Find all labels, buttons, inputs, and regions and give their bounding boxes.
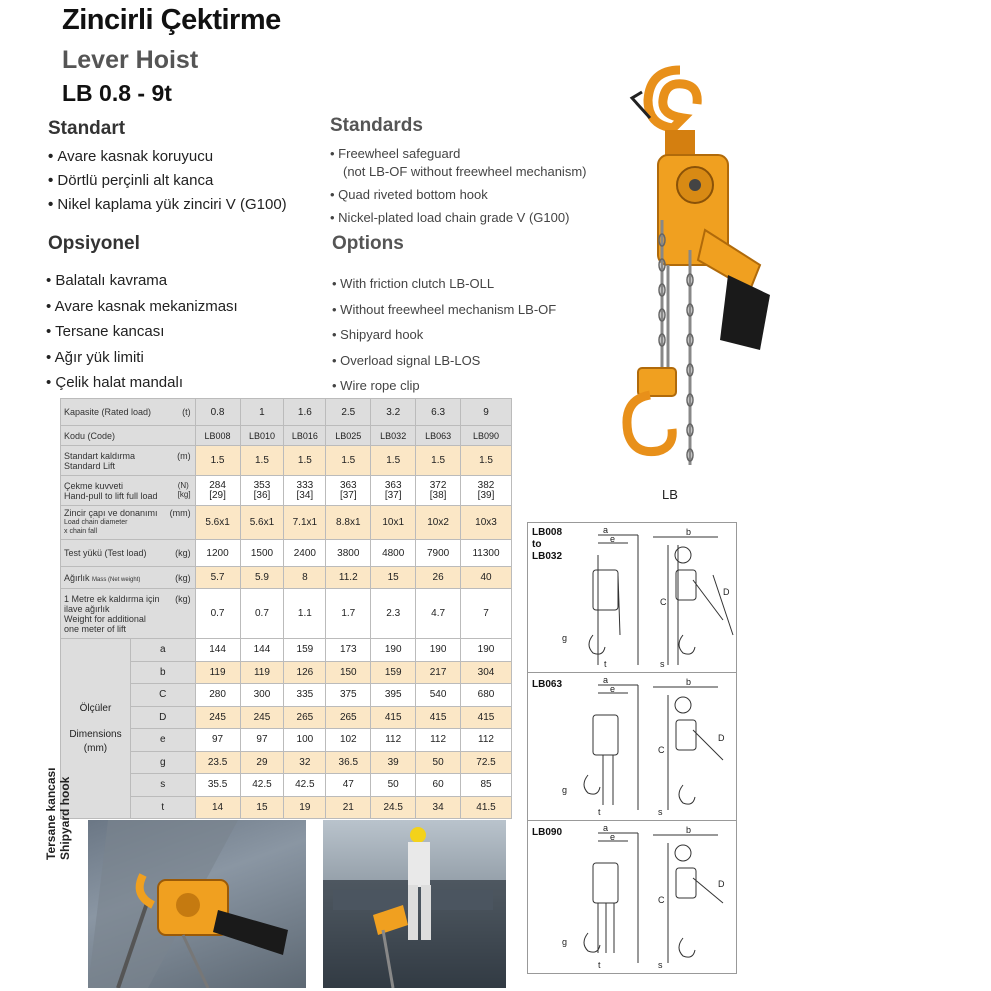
table-cell: 1.5	[284, 446, 326, 476]
test-label-cell: (kg) Test yükü (Test load)	[61, 540, 196, 567]
table-cell: 15	[240, 796, 284, 819]
table-cell: 1.5	[461, 446, 512, 476]
table-cell: 4800	[371, 540, 416, 567]
extra-label-cell: (kg) 1 Metre ek kaldırma için ilave ağırlık Weight for additional one meter of lift	[61, 589, 196, 639]
table-cell: 60	[416, 774, 461, 797]
table-cell: 173	[326, 639, 371, 662]
table-cell: 47	[326, 774, 371, 797]
table-cell: 1.5	[326, 446, 371, 476]
standard-heading-tr: Standart	[48, 118, 126, 139]
table-cell: 353 [36]	[240, 476, 284, 506]
table-row	[61, 589, 512, 639]
list-item: • Nikel kaplama yük zinciri V (G100)	[48, 193, 287, 217]
table-cell: 150	[326, 661, 371, 684]
table-cell: 1.6	[284, 399, 326, 426]
table-cell: 415	[371, 706, 416, 729]
table-cell: 119	[195, 661, 240, 684]
dim-letter: a	[603, 823, 609, 833]
table-row	[61, 476, 512, 506]
dim-letter: t	[604, 659, 607, 669]
table-cell: 284 [29]	[195, 476, 240, 506]
table-cell: 10x1	[371, 506, 416, 540]
table-cell: 0.8	[195, 399, 240, 426]
table-cell: 50	[416, 751, 461, 774]
list-item: (not LB-OF without freewheel mechanism)	[343, 164, 587, 179]
table-cell: LB010	[240, 426, 284, 446]
capacity-label-cell: Kapasite (Rated load) (t)	[61, 399, 196, 426]
dim-letter: s	[658, 960, 663, 970]
table-cell: 23.5	[195, 751, 240, 774]
table-cell: t	[130, 796, 195, 819]
table-cell: 3.2	[371, 399, 416, 426]
list-item: Tersane kancası	[55, 323, 165, 340]
list-item: Çelik halat mandalı	[55, 374, 183, 391]
table-cell: 72.5	[461, 751, 512, 774]
table-cell: 415	[461, 706, 512, 729]
table-cell: 34	[416, 796, 461, 819]
table-cell: 2.5	[326, 399, 371, 426]
table-cell: 1	[240, 399, 284, 426]
options-list-tr: • Balatalı kavrama • Avare kasnak mekanizması • Tersane kancası • Ağır yük limiti • Çelik halat mandalı	[46, 272, 238, 391]
table-cell: 7.1x1	[284, 506, 326, 540]
list-item: Overload signal LB-LOS	[340, 352, 481, 368]
spec-table	[60, 398, 512, 819]
table-cell: LB032	[371, 426, 416, 446]
table-cell: 112	[416, 729, 461, 752]
lift-label-cell: (m) Standart kaldırma Standard Lift	[61, 446, 196, 476]
list-item: Wire rope clip	[340, 378, 420, 393]
table-cell: 29	[240, 751, 284, 774]
table-cell: D	[130, 706, 195, 729]
table-cell: 119	[240, 661, 284, 684]
dim-letter: e	[610, 832, 616, 842]
list-item: Balatalı kavrama	[55, 272, 168, 289]
table-cell: 245	[240, 706, 284, 729]
table-row	[61, 506, 512, 540]
table-cell: LB008	[195, 426, 240, 446]
table-cell: 97	[240, 729, 284, 752]
table-cell: 5.6x1	[195, 506, 240, 540]
table-cell: 415	[416, 706, 461, 729]
page-title: Zincirli Çektirme	[62, 4, 281, 36]
table-cell: 217	[416, 661, 461, 684]
table-cell: e	[130, 729, 195, 752]
table-cell: 265	[284, 706, 326, 729]
options-heading-en: Options	[332, 233, 404, 254]
dimension-diagrams	[527, 522, 737, 974]
table-cell: 395	[371, 684, 416, 707]
code-label-cell: Kodu (Code)	[61, 426, 196, 446]
options-list-en: • With friction clutch LB-OLL • Without freewheel mechanism LB-OF • Shipyard hook • Overload signal LB-LOS • Wire rope clip	[332, 276, 557, 393]
table-cell: 7	[461, 589, 512, 639]
list-item: Shipyard hook	[340, 327, 424, 342]
table-cell: 14	[195, 796, 240, 819]
dim-letter: s	[660, 659, 665, 669]
table-cell: 5.6x1	[240, 506, 284, 540]
table-cell: LB063	[416, 426, 461, 446]
table-cell: 8	[284, 567, 326, 589]
table-cell: 1.5	[371, 446, 416, 476]
list-item: Freewheel safeguard	[338, 146, 461, 161]
dim-letter: t	[598, 807, 601, 817]
table-cell: 1.7	[326, 589, 371, 639]
table-cell: 1.5	[416, 446, 461, 476]
options-heading-tr: Opsiyonel	[48, 233, 140, 254]
dim-letter: D	[718, 879, 725, 889]
table-cell: 190	[371, 639, 416, 662]
product-label: LB	[662, 487, 678, 502]
list-item: Nickel-plated load chain grade V (G100)	[338, 210, 570, 225]
photo-caption: Tersane kancası Shipyard hook	[44, 767, 72, 860]
table-cell: 50	[371, 774, 416, 797]
table-cell: 35.5	[195, 774, 240, 797]
list-item: Quad riveted bottom hook	[338, 187, 488, 202]
table-cell: b	[130, 661, 195, 684]
table-cell: 41.5	[461, 796, 512, 819]
table-cell: 144	[240, 639, 284, 662]
table-cell: 680	[461, 684, 512, 707]
table-cell: g	[130, 751, 195, 774]
lever-hoist-image	[610, 50, 795, 470]
table-cell: s	[130, 774, 195, 797]
table-cell: 382 [39]	[461, 476, 512, 506]
table-cell: 5.7	[195, 567, 240, 589]
table-cell: 333 [34]	[284, 476, 326, 506]
dim-letter: C	[660, 597, 667, 607]
table-cell: 36.5	[326, 751, 371, 774]
hoist-diagram-1	[558, 525, 736, 671]
table-row	[61, 639, 512, 662]
table-cell: 40	[461, 567, 512, 589]
table-cell: 335	[284, 684, 326, 707]
table-cell: 126	[284, 661, 326, 684]
table-cell: 144	[195, 639, 240, 662]
standard-heading-en: Standards	[330, 115, 423, 136]
standard-list-en: • Freewheel safeguard (not LB-OF without freewheel mechanism) • Quad riveted bottom hook • Nickel-plated load chain grade V (G100)	[330, 146, 587, 225]
table-cell: 1500	[240, 540, 284, 567]
worker-photo	[323, 820, 506, 988]
table-cell: 85	[461, 774, 512, 797]
table-cell: 159	[371, 661, 416, 684]
table-cell: 26	[416, 567, 461, 589]
table-cell: 265	[326, 706, 371, 729]
table-cell: 1.5	[240, 446, 284, 476]
table-row	[61, 567, 512, 589]
table-cell: 3800	[326, 540, 371, 567]
diagram-lb090: LB090 a e b C D g s t	[528, 821, 736, 973]
shipyard-hook-illustration	[88, 820, 306, 988]
dim-letter: b	[686, 825, 692, 835]
table-cell: 300	[240, 684, 284, 707]
table-row	[61, 426, 512, 446]
table-cell: 1.1	[284, 589, 326, 639]
table-cell: 32	[284, 751, 326, 774]
table-cell: 1200	[195, 540, 240, 567]
table-cell: 280	[195, 684, 240, 707]
table-cell: LB016	[284, 426, 326, 446]
table-cell: 304	[461, 661, 512, 684]
table-cell: 112	[461, 729, 512, 752]
table-cell: 97	[195, 729, 240, 752]
table-cell: 5.9	[240, 567, 284, 589]
dim-letter: D	[718, 733, 725, 743]
table-cell: 2.3	[371, 589, 416, 639]
table-row	[61, 399, 512, 426]
table-cell: 39	[371, 751, 416, 774]
table-cell: a	[130, 639, 195, 662]
list-item: • Avare kasnak koruyucu	[48, 145, 287, 169]
table-cell: 11300	[461, 540, 512, 567]
table-cell: 0.7	[195, 589, 240, 639]
worker-illustration	[323, 820, 506, 988]
dim-letter: b	[686, 677, 692, 687]
table-cell: 190	[461, 639, 512, 662]
table-cell: 19	[284, 796, 326, 819]
table-cell: 42.5	[284, 774, 326, 797]
table-cell: 9	[461, 399, 512, 426]
page-subtitle: Lever Hoist	[62, 46, 199, 74]
list-item: Avare kasnak mekanizması	[54, 297, 238, 315]
table-cell: LB090	[461, 426, 512, 446]
table-cell: 7900	[416, 540, 461, 567]
table-cell: 375	[326, 684, 371, 707]
dim-letter: g	[562, 633, 568, 643]
table-cell: 8.8x1	[326, 506, 371, 540]
table-cell: 540	[416, 684, 461, 707]
diagram-lb008-lb032: LB008 to LB032 a e b C D g s t	[528, 523, 736, 673]
table-cell: 15	[371, 567, 416, 589]
chain-label-cell: (mm) Zincir çapı ve donanımı Load chain diameter x chain fall	[61, 506, 196, 540]
dim-letter: b	[686, 527, 692, 537]
dim-letter: D	[723, 587, 730, 597]
dim-letter: C	[658, 745, 665, 755]
table-cell: 24.5	[371, 796, 416, 819]
table-cell: C	[130, 684, 195, 707]
table-cell: 0.7	[240, 589, 284, 639]
list-item: Ağır yük limiti	[54, 348, 144, 366]
dim-letter: s	[658, 807, 663, 817]
pull-label-cell: (N) [kg] Çekme kuvveti Hand-pull to lift full load	[61, 476, 196, 506]
table-cell: 42.5	[240, 774, 284, 797]
table-cell: 100	[284, 729, 326, 752]
list-item: Without freewheel mechanism LB-OF	[340, 301, 557, 317]
dim-letter: a	[603, 675, 609, 685]
table-cell: 190	[416, 639, 461, 662]
table-cell: 10x2	[416, 506, 461, 540]
dim-letter: t	[598, 960, 601, 970]
dim-letter: e	[610, 534, 616, 544]
dim-letter: a	[603, 525, 609, 535]
table-cell: 1.5	[195, 446, 240, 476]
table-cell: 372 [38]	[416, 476, 461, 506]
diagram-lb063: LB063 a e b C D g s t	[528, 673, 736, 821]
dim-letter: e	[610, 684, 616, 694]
table-cell: 102	[326, 729, 371, 752]
table-cell: 363 [37]	[326, 476, 371, 506]
table-cell: 6.3	[416, 399, 461, 426]
hoist-diagram-2	[558, 675, 736, 819]
table-cell: 21	[326, 796, 371, 819]
list-item: With friction clutch LB-OLL	[340, 276, 495, 291]
mass-label-cell: (kg) Ağırlık Mass (Net weight)	[61, 567, 196, 589]
table-cell: LB025	[326, 426, 371, 446]
shipyard-hook-photo	[88, 820, 306, 988]
dimensions-label-cell: Ölçüler Dimensions (mm)	[61, 639, 131, 819]
table-row	[61, 540, 512, 567]
table-cell: 4.7	[416, 589, 461, 639]
table-row	[61, 446, 512, 476]
hoist-diagram-3	[558, 823, 736, 971]
table-cell: 363 [37]	[371, 476, 416, 506]
dim-letter: g	[562, 785, 568, 795]
model-range: LB 0.8 - 9t	[62, 80, 172, 106]
table-cell: 2400	[284, 540, 326, 567]
dim-letter: C	[658, 895, 665, 905]
table-cell: 245	[195, 706, 240, 729]
list-item: • Dörtlü perçinli alt kanca	[48, 169, 287, 193]
standard-list-tr	[48, 145, 287, 217]
table-cell: 159	[284, 639, 326, 662]
table-cell: 10x3	[461, 506, 512, 540]
table-cell: 112	[371, 729, 416, 752]
table-cell: 11.2	[326, 567, 371, 589]
dim-letter: g	[562, 937, 568, 947]
